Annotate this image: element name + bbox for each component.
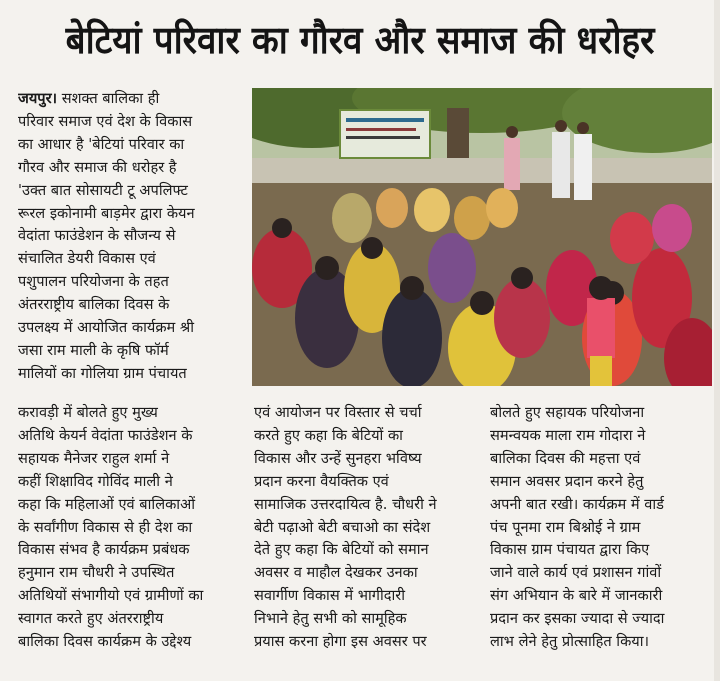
text-line: रूरल इकोनामी बाड़मेर द्वारा केयन <box>18 204 195 222</box>
text-line: अवसर व माहौल देखकर उनका <box>254 564 418 582</box>
text-line: पंच पूनमा राम बिश्नोई ने ग्राम <box>490 518 641 536</box>
text-line: सवार्गीण विकास में भागीदारी <box>254 587 406 605</box>
text-line: उपलक्ष्य में आयोजित कार्यक्रम श्री <box>18 319 195 337</box>
text-line: समन्वयक माला राम गोदारा ने <box>490 426 646 444</box>
page-edge <box>714 0 720 681</box>
text-line: देते हुए कहा कि बेटियों को समान <box>254 541 429 559</box>
text-line: करते हुए कहा कि बेटियों का <box>254 426 403 444</box>
text-line: बालिका दिवस की महत्ता एवं <box>490 449 641 467</box>
text-line: गौरव और समाज की धरोहर है <box>18 158 177 176</box>
column-1-bottom <box>18 402 244 654</box>
text-line: विकास ग्राम पंचायत द्वारा किए <box>490 541 650 559</box>
text-line: करावड़ी में बोलते हुए मुख्य <box>18 404 158 421</box>
text-line: प्रयास करना होगा इस अवसर पर <box>254 633 427 651</box>
text-line: संचालित डेयरी विकास एवं <box>18 250 156 268</box>
text-line: एवं आयोजन पर विस्तार से चर्चा <box>254 404 422 421</box>
text-line: पशुपालन परियोजना के तहत <box>18 273 169 291</box>
text-line: अतिथि केयर्न वेदांता फाउंडेशन के <box>18 426 193 444</box>
text-line: बोलते हुए सहायक परियोजना <box>490 404 645 421</box>
event-photo <box>252 88 712 386</box>
text-line: अपनी बात रखी। कार्यक्रम में वार्ड <box>490 495 664 513</box>
text-line: बेटी पढ़ाओ बेटी बचाओ का संदेश <box>254 518 431 536</box>
text-line: जयपुर। सशक्त बालिका ही <box>18 90 160 107</box>
text-line: हनुमान राम चौधरी ने उपस्थित <box>18 564 175 582</box>
dateline: जयपुर। <box>18 90 58 107</box>
text-line: वेदांता फाउंडेशन के सौजन्य से <box>18 227 176 245</box>
text-line: अंतरराष्ट्रीय बालिका दिवस के <box>18 296 170 314</box>
text-line: विकास संभव है कार्यक्रम प्रबंधक <box>18 541 190 559</box>
text-line: स्वागत करते हुए अंतरराष्ट्रीय <box>18 610 164 628</box>
text-line: का आधार है 'बेटियां परिवार का <box>18 135 185 153</box>
text-line: मालियों का गोलिया ग्राम पंचायत <box>18 364 187 382</box>
column-1-top <box>18 88 244 386</box>
text-line: जसा राम माली के कृषि फॉर्म <box>18 341 169 359</box>
text-line: लाभ लेने हेतु प्रोत्साहित किया। <box>490 633 650 651</box>
text-line: कहीं शिक्षाविद गोविंद माली ने <box>18 472 173 490</box>
text-line: बालिका दिवस कार्यक्रम के उद्देश्य <box>18 633 192 651</box>
text-line: 'उक्त बात सोसायटी टू अपलिफ्ट <box>18 181 188 199</box>
text-line: निभाने हेतु सभी को सामूहिक <box>254 610 407 628</box>
text-line: जाने वाले कार्य एवं प्रशासन गांवों <box>490 564 662 582</box>
text-line: प्रदान कर इसका ज्यादा से ज्यादा <box>490 610 665 628</box>
text-line: प्रदान करना वैयक्तिक एवं <box>254 472 389 490</box>
text-line: सामाजिक उत्तरदायित्व है. चौधरी ने <box>254 495 437 513</box>
column-3 <box>490 402 712 654</box>
text-line: परिवार समाज एवं देश के विकास <box>18 112 193 130</box>
text-line: सहायक मैनेजर राहुल शर्मा ने <box>18 449 170 467</box>
column-2 <box>254 402 478 654</box>
text-line: कहा कि महिलाओं एवं बालिकाओं <box>18 495 196 513</box>
text-line: विकास और उन्हें सुनहरा भविष्य <box>254 449 422 467</box>
text-line: समान अवसर प्रदान करने हेतु <box>490 472 644 490</box>
text-line: संग अभियान के बारे में जानकारी <box>490 587 663 605</box>
text-line: अतिथियों संभागीयो एवं ग्रामीणों का <box>18 587 204 605</box>
text-line: के सर्वांगीण विकास से ही देश का <box>18 518 193 536</box>
headline: बेटियां परिवार का गौरव और समाज की धरोहर <box>65 18 655 62</box>
